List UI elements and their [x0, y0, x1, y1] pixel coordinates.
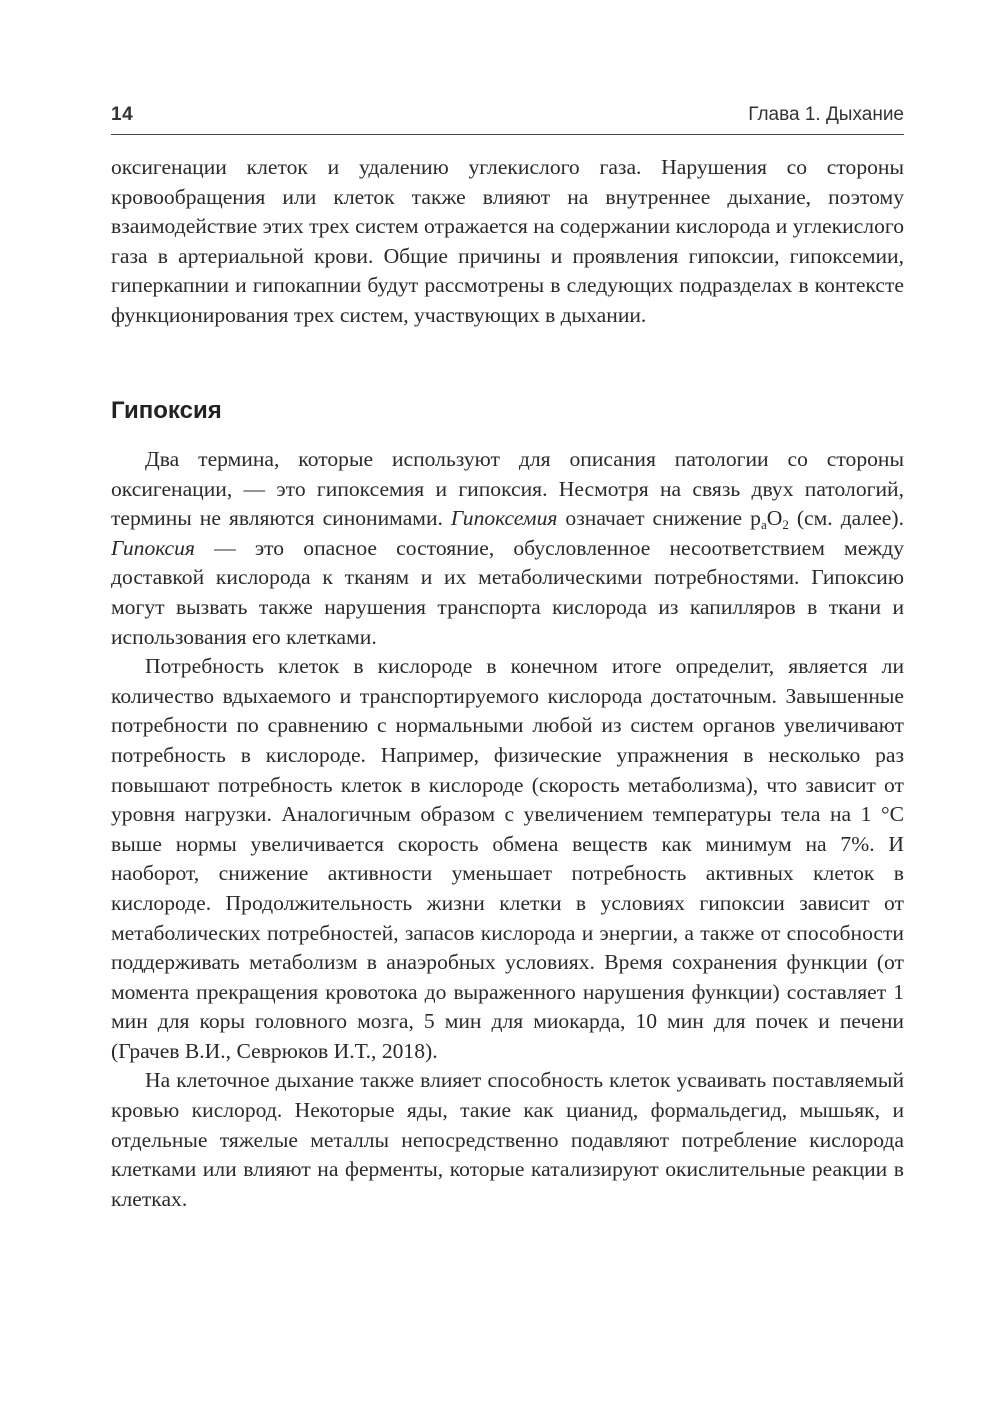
oxygen-letter: O	[766, 506, 783, 531]
term-hypoxemia: Гипоксемия	[450, 506, 558, 531]
paragraph-1-part-3: (см. далее).	[788, 506, 904, 531]
chapter-title: Глава 1. Дыхание	[748, 104, 904, 125]
paragraph-1-part-1: Два термина, которые используют для описания патологии со стороны оксигенации, — это гипоксемия и гипоксия. Несмотря на связь двух патологий, термины не являются синонимами.	[111, 447, 904, 531]
intro-paragraph: оксигенации клеток и удалению углекислого газа. Нарушения со стороны кровообращения или клеток также влияют на внутреннее дыхание, поэтому взаимодействие этих трех систем отражается на содержании кислорода и углекислого газа в артериальной крови. Общие причины и проявления гипоксии, гипоксемии, гиперкапнии и гипокапнии будут рассмотрены в следующих подразделах в контексте функционирования трех систем, участвующих в дыхании.	[111, 155, 904, 327]
header-rule	[111, 134, 904, 135]
section-heading: Гипоксия	[111, 397, 222, 424]
paragraph-3: На клеточное дыхание также влияет способность клеток усваивать поставляемый кровью кислород. Некоторые яды, такие как цианид, формальдегид, мышьяк, и отдельные тяжелые металлы непосредственно подавляют потребление кислорода клетками или влияют на ферменты, которые катализируют окислительные реакции в клетках.	[111, 1068, 904, 1211]
subscript-2: 2	[782, 517, 789, 533]
page-number: 14	[111, 104, 134, 125]
section-text-block	[111, 445, 904, 1214]
intro-text-block	[111, 153, 904, 331]
running-head	[111, 100, 904, 132]
term-hypoxia: Гипоксия	[111, 535, 195, 560]
paragraph-1	[111, 445, 904, 652]
paragraph-2: Потребность клеток в кислороде в конечном итоге определит, является ли количество вдыхаемого и транспортируемого кислорода достаточным. Завышенные потребности по сравнению с нормальными любой из систем органов увеличивают потребность в кислороде. Например, физические упражнения в несколько раз повышают потребность клеток в кислороде (скорость метаболизма), что зависит от уровня нагрузки. Аналогичным образом с увеличением температуры тела на 1 °С выше нормы увеличивается скорость обмена веществ как минимум на 7%. И наоборот, снижение активности уменьшает потребность активных клеток в кислороде. Продолжительность жизни клетки в условиях гипоксии зависит от метаболических потребностей, запасов кислорода и энергии, а также от способности поддерживать метаболизм в анаэробных условиях. Время сохранения функции (от момента прекращения кровотока до выраженного нарушения функции) составляет 1 мин для коры головного мозга, 5 мин для миокарда, 10 мин для почек и печени (Грачев В.И., Севрюков И.Т., 2018).	[111, 654, 904, 1063]
paragraph-1-part-2: означает снижение p	[557, 506, 761, 531]
paragraph-1-part-4: — это опасное состояние, обусловленное несоответствием между доставкой кислорода к тканям и их метаболическими потребностями. Гипоксию могут вызвать также нарушения транспорта кислорода из капилляров в ткани и использования его клетками.	[111, 535, 904, 649]
subscript-a: a	[760, 517, 767, 533]
